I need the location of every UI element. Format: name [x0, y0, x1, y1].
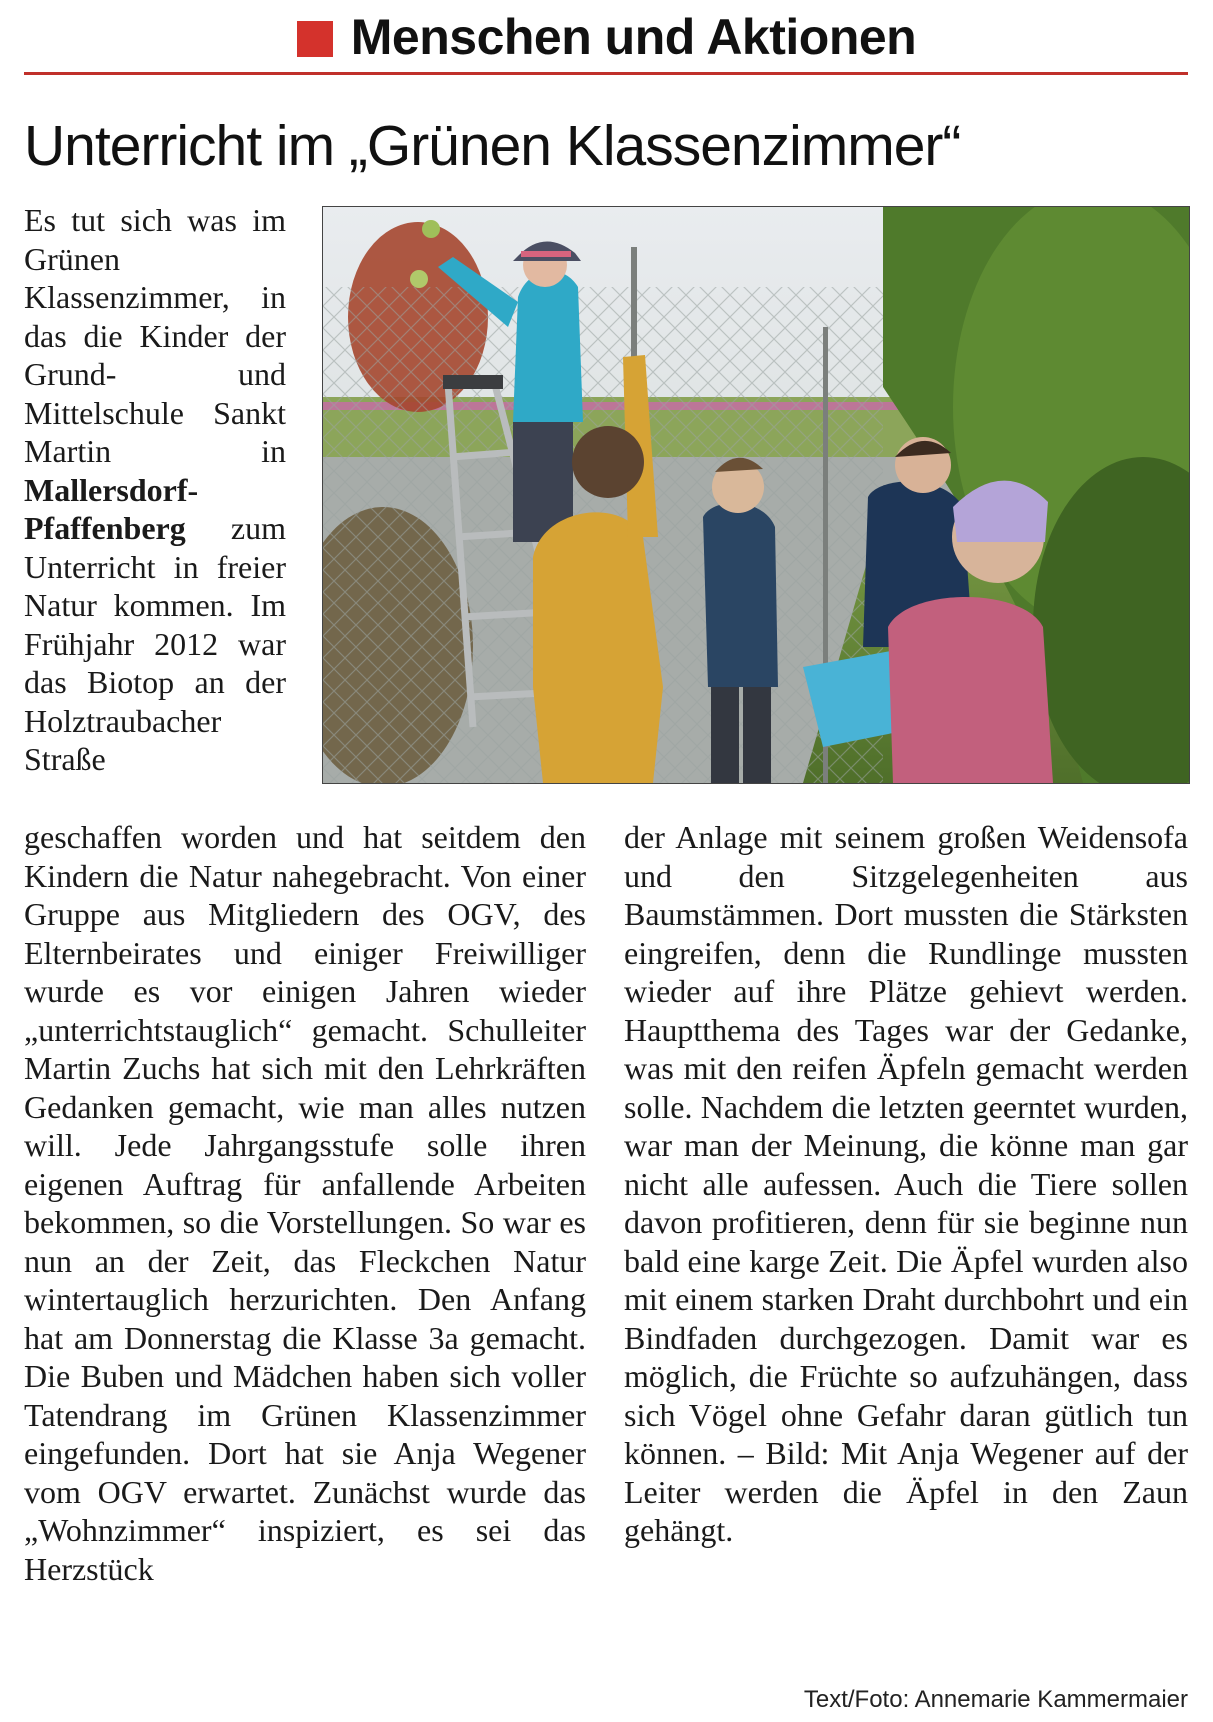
section-title: Menschen und Aktionen	[350, 9, 917, 65]
column-right-text: der Anlage mit seinem großen Weidensofa und den Sitzgelegenheiten aus Baumstämmen. Dort mussten die Stärksten eingreifen, denn die Rundlinge mussten wieder auf ihre Plätze gehievt werden. Hauptthema des Tages war der Gedanke, was mit den reifen Äpfeln gemacht werden solle. Nachdem die letzten geerntet wurden, war man der Meinung, die könne man gar nicht alle aufessen. Auch die Tiere sollen davon profitieren, denn für sie beginne nun bald eine karge Zeit. Die Äpfel wurden also mit einem starken Draht durchbohrt und ein Bindfaden durchgezogen. Damit war es möglich, die Früchte so aufzuhängen, dass sich Vögel ohne Gefahr daran gütlich tun können. – Bild: Mit Anja Wegener auf der Leiter werden die Äpfel in den Zaun gehängt.	[624, 819, 1188, 1548]
column-left-text: geschaffen worden und hat seitdem den Kindern die Natur nahegebracht. Von einer Gruppe aus Mitgliedern des OGV, des Elternbeirates und einiger Freiwilliger wurde es vor einigen Jahren wieder „unterrichtstauglich“ gemacht. Schulleiter Martin Zuchs hat sich mit den Lehrkräften Gedanken gemacht, wie man alles nutzen will. Jede Jahrgangsstufe solle ihren eigenen Auftrag für anfallende Arbeiten bekommen, so die Vorstellungen. So war es nun an der Zeit, das Fleckchen Natur wintertauglich herzurichten. Den Anfang hat am Donnerstag die Klasse 3a gemacht. Die Buben und Mädchen haben sich voller Tatendrang im Grünen Klassenzimmer eingefunden. Dort hat sie Anja Wegener vom OGV erwartet. Zunächst wurde das „Wohnzimmer“ inspiziert, es sei das Herzstück	[24, 819, 586, 1587]
article-column-right	[624, 818, 1188, 1550]
intro-text-start: Es tut sich was im Grünen Klassenzimmer, in das die Kinder der Grund- und Mittelschule Sankt Martin in	[24, 202, 286, 469]
section-marker-square	[297, 21, 333, 57]
article-column-left	[24, 818, 586, 1588]
article-photo	[322, 206, 1190, 784]
intro-text-end: zum Unterricht in freier Natur kommen. Im Frühjahr 2012 war das Biotop an der Holztraubacher Straße	[24, 510, 286, 777]
intro-place-name: Mallersdorf-Pfaffenberg	[24, 471, 199, 546]
article-intro-column	[24, 201, 286, 779]
article-headline: Unterricht im „Grünen Klassenzimmer“	[24, 114, 961, 178]
article-intro	[24, 201, 286, 779]
photo-illustration	[323, 207, 1189, 783]
photo-credit: Text/Foto: Annemarie Kammermaier	[803, 1686, 1188, 1713]
header-divider	[24, 72, 1188, 75]
section-header	[0, 6, 1213, 68]
